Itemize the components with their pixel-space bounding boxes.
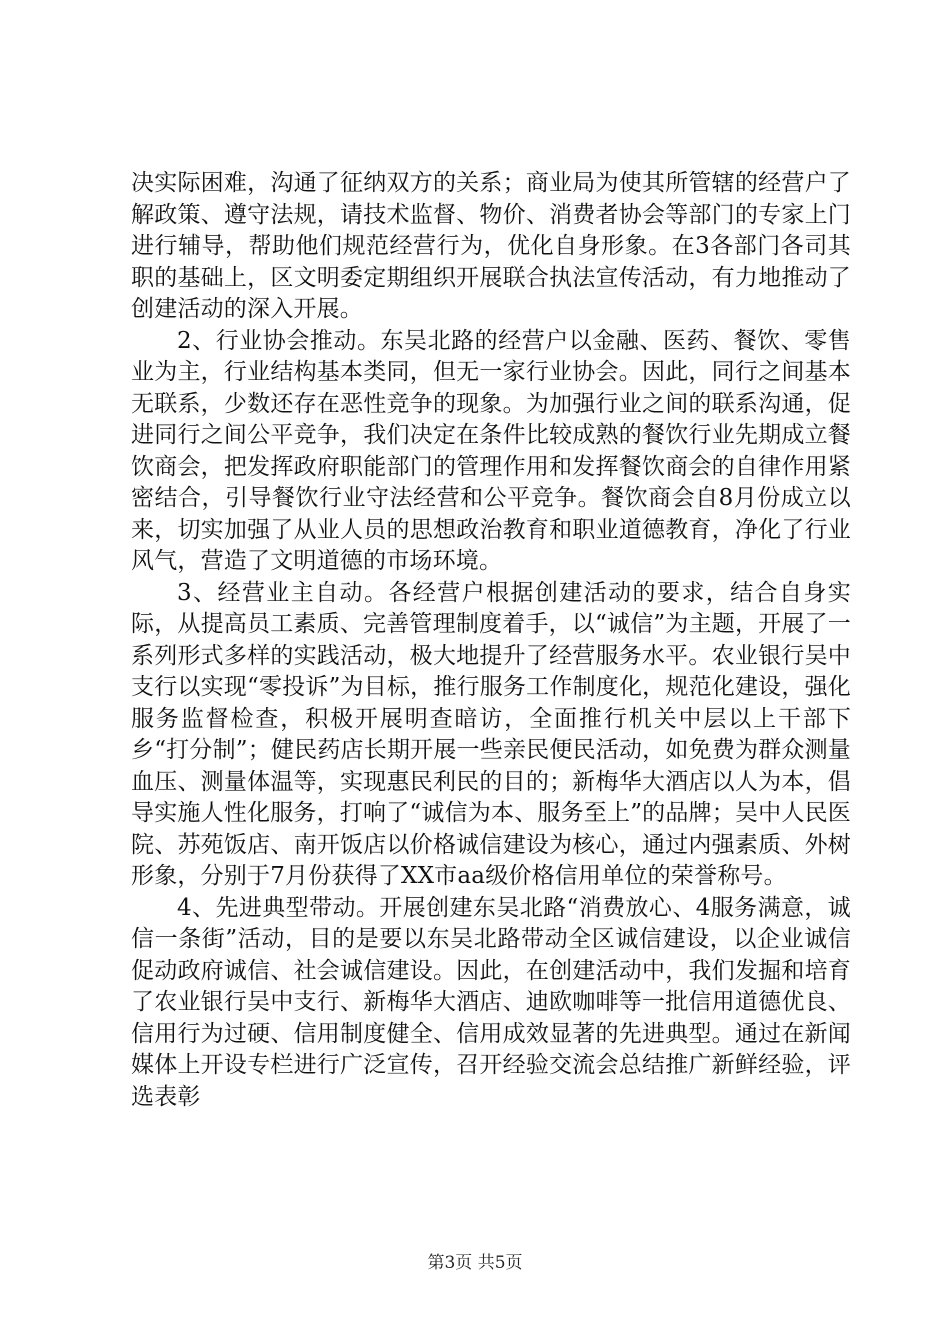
page-footer: 第3页 共5页: [427, 1253, 523, 1273]
paragraph-industry-association: 2、行业协会推动。东吴北路的经营户以金融、医药、餐饮、零售业为主，行业结构基本类同，但无一家行业协会。因此，同行之间基本无联系，少数还存在恶性竞争的现象。为加强行业之间的联系沟通，促进同行之间公平竞争，我们决定在条件比较成熟的餐饮行业先期成立餐饮商会，把发挥政府职能部门的管理作用和发挥餐饮商会的自律作用紧密结合，引导餐饮行业守法经营和公平竞争。餐饮商会自8月份成立以来，切实加强了从业人员的思想政治教育和职业道德教育，净化了行业风气，营造了文明道德的市场环境。: [131, 327, 851, 574]
document-body: [131, 168, 851, 1113]
paragraph-0: 决实际困难，沟通了征纳双方的关系；商业局为使其所管辖的经营户了解政策、遵守法规，请技术监督、物价、消费者协会等部门的专家上门进行辅导，帮助他们规范经营行为，优化自身形象。在3各部门各司其职的基础上，区文明委定期组织开展联合执法宣传活动，有力地推动了创建活动的深入开展。: [131, 170, 851, 322]
paragraph-advanced-models: 4、先进典型带动。开展创建东吴北路“消费放心、4服务满意，诚信一条街”活动，目的是要以东吴北路带动全区诚信建设，以企业诚信促动政府诚信、社会诚信建设。因此，在创建活动中，我们发掘和培育了农业银行吴中支行、新梅华大酒店、迪欧咖啡等一批信用道德优良、信用行为过硬、信用制度健全、信用成效显著的先进典型。通过在新闻媒体上开设专栏进行广泛宣传，召开经验交流会总结推广新鲜经验，评选表彰: [131, 894, 851, 1110]
paragraph-business-owners: 3、经营业主自动。各经营户根据创建活动的要求，结合自身实际，从提高员工素质、完善管理制度着手，以“诚信”为主题，开展了一系列形式多样的实践活动，极大地提升了经营服务水平。农业银行吴中支行以实现“零投诉”为目标，推行服务工作制度化，规范化建设，强化服务监督检查，积极开展明查暗访，全面推行机关中层以上干部下乡“打分制”；健民药店长期开展一些亲民便民活动，如免费为群众测量血压、测量体温等，实现惠民利民的目的；新梅华大酒店以人为本，倡导实施人性化服务，打响了“诚信为本、服务至上”的品牌；吴中人民医院、苏苑饭店、南开饭店以价格诚信建设为核心，通过内强素质、外树形象，分别于7月份获得了XX市aa级价格信用单位的荣誉称号。: [131, 579, 851, 889]
